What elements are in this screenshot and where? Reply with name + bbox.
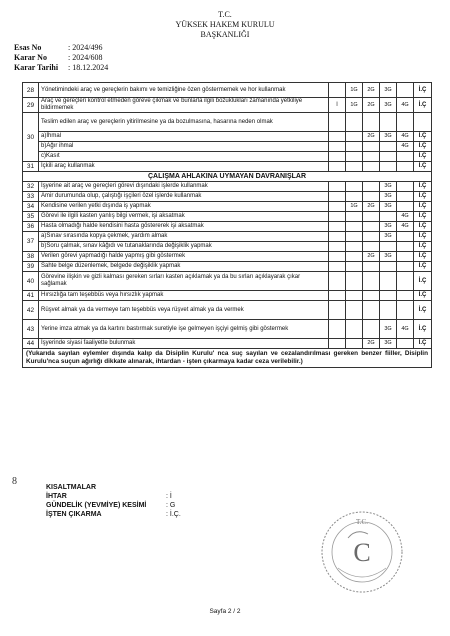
- penalty-cell: 2G: [363, 83, 380, 98]
- penalty-cell: [329, 252, 346, 262]
- header-line-1: T.C.: [218, 10, 232, 19]
- penalty-cell: [380, 152, 397, 162]
- seal-top-text: T.C.: [356, 518, 368, 526]
- document-header: [0, 10, 450, 40]
- row-number: 30: [23, 113, 39, 162]
- penalty-cell: 4G: [397, 132, 414, 142]
- penalty-cell: [329, 320, 346, 339]
- table-row: [23, 212, 432, 222]
- penalty-cell: [397, 113, 414, 132]
- penalty-cell: [346, 113, 363, 132]
- penalty-cell: 2G: [363, 202, 380, 212]
- abbreviation-term: İHTAR: [46, 493, 67, 500]
- penalty-cell: 3G: [380, 320, 397, 339]
- penalty-cell: [363, 142, 380, 152]
- penalty-cell: [363, 192, 380, 202]
- row-text: Araç ve gereçleri kontrol etmeden göreve çıkmak ve bunlarla ilgili bozuklukları zamanında yetkiliye bildirmemek: [39, 98, 329, 113]
- penalty-cell: 3G: [380, 98, 397, 113]
- penalty-cell: İ.Ç: [414, 291, 432, 301]
- penalty-cell: İ: [329, 98, 346, 113]
- row-number: 37: [23, 232, 39, 252]
- row-number: 43: [23, 320, 39, 339]
- row-number: 40: [23, 272, 39, 291]
- row-number: 29: [23, 98, 39, 113]
- penalty-cell: [346, 301, 363, 320]
- penalty-cell: İ.Ç: [414, 202, 432, 212]
- row-number: 36: [23, 222, 39, 232]
- penalty-cell: [380, 291, 397, 301]
- meta-row: [14, 43, 108, 53]
- abbreviation-row: [46, 492, 181, 501]
- note-text: (Yukarıda sayılan eylemler dışında kalıp da Disiplin Kurulu' nca suç sayılan ve cezalandırılması gereken benzer fiiller, Disiplin Kurulu'nca suçun ağırlığı dikkate alınarak, ihtardan - işten çıkarmaya kadar ceza verilebilir.): [23, 349, 432, 368]
- penalty-cell: [380, 162, 397, 172]
- penalty-cell: [363, 320, 380, 339]
- penalty-cell: 3G: [380, 182, 397, 192]
- penalty-cell: 4G: [397, 142, 414, 152]
- meta-value: : 2024/608: [68, 53, 103, 62]
- penalty-cell: 3G: [380, 252, 397, 262]
- row-number: 33: [23, 192, 39, 202]
- penalty-cell: [380, 272, 397, 291]
- penalty-cell: İ.Ç: [414, 83, 432, 98]
- penalty-cell: [346, 262, 363, 272]
- penalty-cell: 1G: [346, 202, 363, 212]
- penalty-cell: [397, 252, 414, 262]
- row-text: c)Kasıt: [39, 152, 329, 162]
- penalty-cell: [397, 162, 414, 172]
- penalty-cell: [329, 182, 346, 192]
- penalty-cell: [329, 152, 346, 162]
- row-text: Amir durumunda olup, çalıştığı işçileri özel işlerde kullanmak: [39, 192, 329, 202]
- table-row: [23, 98, 432, 113]
- header-line-3: BAŞKANLIĞI: [200, 30, 250, 39]
- abbreviation-row: [46, 510, 181, 519]
- meta-row: [14, 53, 108, 63]
- row-number: 38: [23, 252, 39, 262]
- penalty-cell: İ.Ç: [414, 142, 432, 152]
- row-number: 31: [23, 162, 39, 172]
- penalty-cell: 3G: [380, 222, 397, 232]
- row-text: b)Ağır ihmal: [39, 142, 329, 152]
- penalty-cell: [397, 83, 414, 98]
- official-seal: [318, 508, 406, 596]
- penalty-cell: [329, 212, 346, 222]
- penalty-cell: 3G: [380, 132, 397, 142]
- row-text: Görevi ile ilgili kasten yanlış bilgi vermek, işi aksatmak: [39, 212, 329, 222]
- penalty-cell: [346, 252, 363, 262]
- penalty-cell: [363, 212, 380, 222]
- table-row: [23, 132, 432, 142]
- penalty-cell: [329, 83, 346, 98]
- penalty-cell: İ.Ç: [414, 252, 432, 262]
- penalty-cell: [380, 262, 397, 272]
- table-row: [23, 339, 432, 349]
- penalty-cell: [329, 232, 346, 242]
- penalty-cell: 3G: [380, 192, 397, 202]
- penalty-cell: İ.Ç: [414, 339, 432, 349]
- row-number: 39: [23, 262, 39, 272]
- penalty-cell: [346, 152, 363, 162]
- penalty-cell: [363, 262, 380, 272]
- penalty-cell: [346, 222, 363, 232]
- penalty-cell: [363, 222, 380, 232]
- abbreviation-term: GÜNDELİK (YEVMİYE) KESİMİ: [46, 502, 147, 509]
- meta-value: : 2024/496: [68, 43, 103, 52]
- penalty-cell: [397, 291, 414, 301]
- penalty-cell: 2G: [363, 252, 380, 262]
- penalty-cell: [346, 192, 363, 202]
- penalty-cell: [346, 320, 363, 339]
- penalty-cell: [363, 162, 380, 172]
- penalty-cell: İ.Ç: [414, 301, 432, 320]
- penalty-cell: [346, 242, 363, 252]
- row-text: Hırsızlığa tam teşebbüs veya hırsızlık yapmak: [39, 291, 329, 301]
- row-text: İçkili araç kullanmak: [39, 162, 329, 172]
- table-row: [23, 301, 432, 320]
- penalty-cell: [346, 162, 363, 172]
- penalty-cell: İ.Ç: [414, 132, 432, 142]
- row-text: Sahte belge düzenlemek, belgede değişiklik yapmak: [39, 262, 329, 272]
- table-row: [23, 162, 432, 172]
- penalty-cell: [329, 262, 346, 272]
- penalty-cell: İ.Ç: [414, 212, 432, 222]
- section-row: [23, 172, 432, 182]
- penalty-cell: İ.Ç: [414, 192, 432, 202]
- penalty-cell: [363, 272, 380, 291]
- row-text: Görevine ilişkin ve gizli kalması gereken sırları kasten açıklamak ya da bu sırları açıklayarak çıkar sağlamak: [39, 272, 329, 291]
- penalty-cell: 4G: [397, 320, 414, 339]
- penalty-cell: İ.Ç: [414, 320, 432, 339]
- penalty-cell: [380, 301, 397, 320]
- penalty-cell: [346, 142, 363, 152]
- abbreviation-term: İŞTEN ÇIKARMA: [46, 511, 102, 518]
- table-row: [23, 242, 432, 252]
- row-number: 42: [23, 301, 39, 320]
- row-text: Rüşvet almak ya da vermeye tam teşebbüs veya rüşvet almak ya da vermek: [39, 301, 329, 320]
- penalty-cell: [397, 242, 414, 252]
- table-row: [23, 152, 432, 162]
- penalty-cell: [363, 152, 380, 162]
- penalty-cell: 3G: [380, 339, 397, 349]
- penalty-cell: 4G: [397, 98, 414, 113]
- row-text: İşyerinde siyasi faaliyette bulunmak: [39, 339, 329, 349]
- penalty-cell: [363, 232, 380, 242]
- penalty-cell: İ.Ç: [414, 152, 432, 162]
- row-text: İşyerine ait araç ve gereçleri görevi dışındaki işlerde kullanmak: [39, 182, 329, 192]
- table-row: [23, 192, 432, 202]
- penalty-cell: [329, 272, 346, 291]
- penalty-cell: [397, 182, 414, 192]
- table-row: [23, 272, 432, 291]
- penalty-cell: [329, 192, 346, 202]
- penalty-cell: [329, 142, 346, 152]
- abbreviation-value: : İ.Ç.: [166, 511, 181, 518]
- handwritten-mark: 8: [12, 476, 17, 487]
- row-number: 35: [23, 212, 39, 222]
- meta-label: Karar Tarihi: [14, 63, 59, 72]
- penalty-cell: [397, 339, 414, 349]
- row-number: 28: [23, 83, 39, 98]
- penalty-cell: [363, 113, 380, 132]
- penalty-cell: 3G: [380, 202, 397, 212]
- penalty-cell: 3G: [380, 232, 397, 242]
- penalty-cell: [397, 202, 414, 212]
- row-number: 44: [23, 339, 39, 349]
- penalty-cell: 2G: [363, 339, 380, 349]
- row-text: a)İhmal: [39, 132, 329, 142]
- penalty-cell: [380, 242, 397, 252]
- penalty-cell: [329, 339, 346, 349]
- table-row: [23, 222, 432, 232]
- penalty-cell: [397, 232, 414, 242]
- abbreviation-value: : G: [166, 502, 176, 509]
- penalty-cell: İ.Ç: [414, 262, 432, 272]
- penalty-cell: [363, 182, 380, 192]
- penalty-cell: [380, 212, 397, 222]
- penalty-cell: İ.Ç: [414, 232, 432, 242]
- row-number: 32: [23, 182, 39, 192]
- row-text: b)Soru çalmak, sınav kâğıdı ve tutanaklarında değişiklik yapmak: [39, 242, 329, 252]
- table-row: [23, 232, 432, 242]
- penalty-cell: İ.Ç: [414, 182, 432, 192]
- discipline-table: [22, 82, 432, 368]
- table-row: [23, 182, 432, 192]
- row-number: 41: [23, 291, 39, 301]
- penalty-cell: [329, 242, 346, 252]
- table-row: [23, 142, 432, 152]
- penalty-cell: [397, 192, 414, 202]
- penalty-cell: [329, 132, 346, 142]
- penalty-cell: [346, 232, 363, 242]
- penalty-cell: [363, 242, 380, 252]
- abbreviation-value: : İ: [166, 493, 172, 500]
- row-text: Yerine imza atmak ya da kartını bastırmak suretiyle işe gelmeyen işçiyi gelmiş gibi göstermek: [39, 320, 329, 339]
- penalty-cell: 1G: [346, 83, 363, 98]
- meta-label: Esas No: [14, 43, 42, 52]
- penalty-cell: [329, 162, 346, 172]
- table-row: [23, 252, 432, 262]
- penalty-cell: [380, 142, 397, 152]
- penalty-cell: [414, 113, 432, 132]
- penalty-cell: [329, 291, 346, 301]
- row-text: a)Sınav sırasında kopya çekmek, yardım almak: [39, 232, 329, 242]
- meta-label: Karar No: [14, 53, 47, 62]
- table-row: [23, 202, 432, 212]
- table-row: [23, 291, 432, 301]
- meta-row: [14, 63, 108, 73]
- abbreviations-title: KISALTMALAR: [46, 484, 97, 491]
- penalty-cell: 4G: [397, 222, 414, 232]
- header-line-2: YÜKSEK HAKEM KURULU: [175, 20, 275, 29]
- table-row: [23, 113, 432, 132]
- penalty-cell: İ.Ç: [414, 98, 432, 113]
- penalty-cell: [397, 152, 414, 162]
- penalty-cell: [363, 301, 380, 320]
- seal-center-glyph: C: [353, 538, 371, 567]
- penalty-cell: [329, 222, 346, 232]
- penalty-cell: [346, 339, 363, 349]
- abbreviation-row: [46, 501, 181, 510]
- penalty-cell: 4G: [397, 212, 414, 222]
- row-number: 34: [23, 202, 39, 212]
- abbreviations: [46, 483, 181, 519]
- penalty-cell: [346, 132, 363, 142]
- penalty-cell: [329, 202, 346, 212]
- penalty-cell: [329, 113, 346, 132]
- penalty-cell: [397, 301, 414, 320]
- penalty-cell: [329, 301, 346, 320]
- case-meta: [14, 43, 108, 73]
- penalty-cell: İ.Ç: [414, 162, 432, 172]
- table-row: [23, 83, 432, 98]
- penalty-cell: [346, 291, 363, 301]
- penalty-cell: İ.Ç: [414, 272, 432, 291]
- note-row: [23, 349, 432, 368]
- row-text: Yönetimindeki araç ve gereçlerin bakımı ve temizliğine özen göstermemek ve hor kullanmak: [39, 83, 329, 98]
- table-row: [23, 262, 432, 272]
- row-text: Verilen görevi yapmadığı halde yapmış gibi göstermek: [39, 252, 329, 262]
- page-number: Sayfa 2 / 2: [209, 608, 241, 615]
- penalty-cell: [363, 291, 380, 301]
- penalty-cell: 2G: [363, 132, 380, 142]
- penalty-cell: [346, 212, 363, 222]
- penalty-cell: [380, 113, 397, 132]
- penalty-cell: İ.Ç: [414, 242, 432, 252]
- meta-value: : 18.12.2024: [68, 63, 109, 72]
- penalty-cell: [346, 182, 363, 192]
- row-text: Hasta olmadığı halde kendisini hasta göstererek işi aksatmak: [39, 222, 329, 232]
- table-row: [23, 320, 432, 339]
- penalty-cell: [397, 262, 414, 272]
- penalty-cell: İ.Ç: [414, 222, 432, 232]
- penalty-cell: [397, 272, 414, 291]
- row-text: Kendisine verilen yetki dışında iş yapmak: [39, 202, 329, 212]
- penalty-cell: 2G: [363, 98, 380, 113]
- penalty-cell: [346, 272, 363, 291]
- penalty-cell: 1G: [346, 98, 363, 113]
- row-text: Teslim edilen araç ve gereçlerin yitirilmesine ya da bozulmasına, hasarına neden olmak: [39, 113, 329, 132]
- section-heading: ÇALIŞMA AHLAKINA UYMAYAN DAVRANIŞLAR: [23, 172, 432, 182]
- penalty-cell: 3G: [380, 83, 397, 98]
